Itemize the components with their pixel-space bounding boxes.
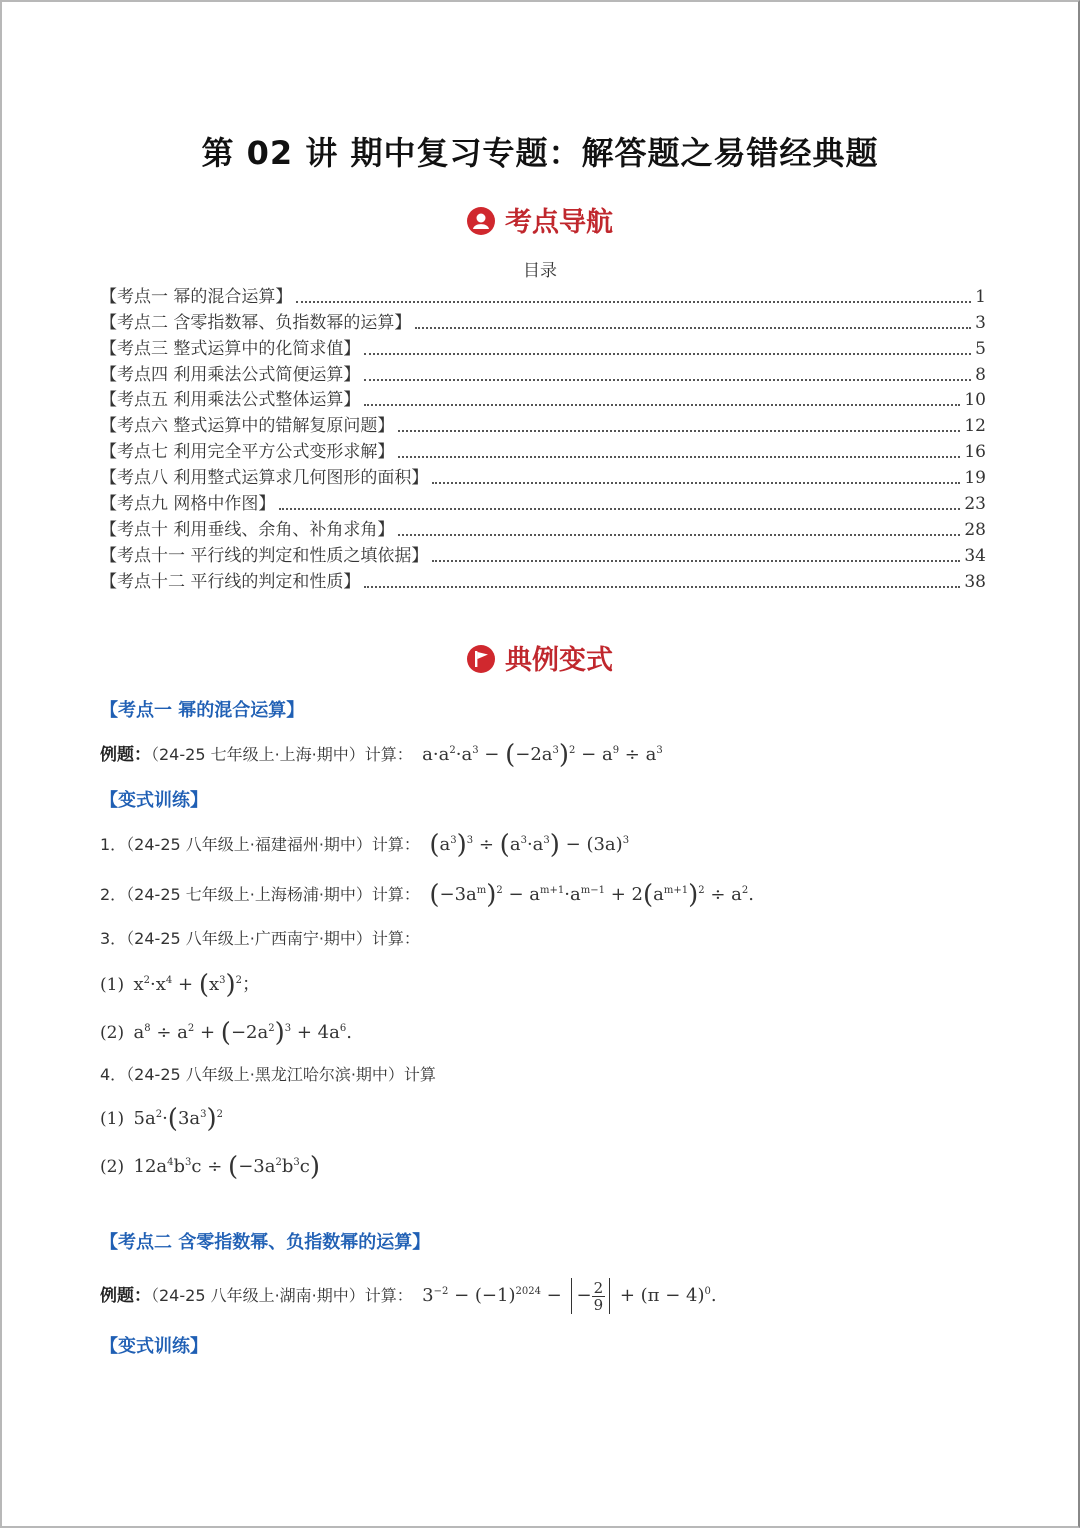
toc-leader	[279, 508, 960, 510]
math-expression: $12a^4b^3c \div (-3a^2b^3c)$	[133, 1152, 320, 1182]
question-4	[100, 1062, 436, 1085]
toc-entry-label: 【考点七 利用完全平方公式变形求解】	[100, 442, 395, 463]
part-label: (1)	[100, 975, 125, 995]
toc-entry-page: 28	[964, 519, 986, 540]
math-expression: $a^8 \div a^2 + (-2a^2)^3 + 4a^6$.	[133, 1018, 352, 1048]
toc-entry[interactable]	[100, 567, 986, 593]
toc-entry-page: 10	[964, 390, 986, 411]
flag-icon	[467, 645, 495, 673]
toc-entry-label: 【考点六 整式运算中的错解复原问题】	[100, 416, 395, 437]
toc-entry-label: 【考点五 利用乘法公式整体运算】	[100, 390, 361, 411]
toc-entry[interactable]	[100, 437, 986, 463]
question-3	[100, 926, 420, 949]
toc-leader	[364, 586, 960, 588]
toc-leader	[398, 534, 960, 536]
example-source: （24-25 七年级上·上海·期中）计算：	[151, 745, 413, 764]
section1-heading: 【考点一 幂的混合运算】	[100, 700, 305, 721]
section1-variant-heading: 【变式训练】	[100, 790, 208, 811]
toc-entry[interactable]	[100, 515, 986, 541]
math-expression: $5a^2\cdot(3a^3)^2$	[133, 1104, 224, 1134]
toc-leader	[364, 353, 971, 355]
toc-entry-label: 【考点二 含零指数幂、负指数幂的运算】	[100, 312, 412, 333]
section2-heading: 【考点二 含零指数幂、负指数幂的运算】	[100, 1232, 431, 1253]
person-icon	[467, 207, 495, 235]
toc-entry-label: 【考点四 利用乘法公式简便运算】	[100, 364, 361, 385]
part-label: (2)	[100, 1023, 125, 1043]
question-2	[100, 880, 754, 910]
math-expression: $(-3a^m)^2 - a^{m+1}\cdot a^{m-1} + 2(a^{m+1})^2 \div a^2$.	[429, 880, 754, 910]
toc-leader	[398, 430, 960, 432]
part-label: (2)	[100, 1157, 125, 1177]
examples-heading-text: 典例变式	[505, 645, 613, 676]
toc-entry-label: 【考点三 整式运算中的化简求值】	[100, 338, 361, 359]
question-source: 1．（24-25 八年级上·福建福州·期中）计算：	[100, 835, 420, 854]
math-expression: $a\cdot a^2\cdot a^3 - (-2a^3)^2 - a^9 \div a^3$	[422, 740, 663, 770]
toc-leader	[432, 482, 960, 484]
toc-entry[interactable]	[100, 360, 986, 386]
toc-entry-page: 8	[975, 364, 986, 385]
toc-entry-label: 【考点十二 平行线的判定和性质】	[100, 571, 361, 592]
example-source: （24-25 八年级上·湖南·期中）计算：	[151, 1286, 413, 1305]
toc-entry-label: 【考点十一 平行线的判定和性质之填依据】	[100, 545, 429, 566]
section1-example	[100, 740, 663, 770]
question-3-part-2	[100, 1018, 352, 1048]
toc-entry[interactable]	[100, 541, 986, 567]
example-lead: 例题：	[100, 1286, 151, 1306]
question-source: 3．（24-25 八年级上·广西南宁·期中）计算：	[100, 929, 420, 948]
toc-entry-page: 34	[964, 545, 986, 566]
examples-heading	[0, 638, 1080, 677]
toc-leader	[364, 404, 960, 406]
toc-entry-page: 23	[964, 494, 986, 515]
toc-entry-page: 3	[975, 312, 986, 333]
section2-variant-heading: 【变式训练】	[100, 1336, 208, 1357]
toc-entry[interactable]	[100, 463, 986, 489]
math-expression: $(a^3)^3 \div (a^3\cdot a^3) - (3a)^3$	[429, 830, 630, 860]
toc-leader	[364, 379, 971, 381]
toc-leader	[415, 327, 971, 329]
toc-entry-label: 【考点九 网格中作图】	[100, 494, 276, 515]
example-lead: 例题：	[100, 745, 151, 765]
toc-leader	[296, 301, 971, 303]
math-expression: $3^{-2} - (-1)^{2024}$ − − $\frac{2}{9}$ + $(\pi - 4)^0$.	[422, 1278, 717, 1314]
question-1	[100, 830, 629, 860]
toc-entry-page: 5	[975, 338, 986, 359]
toc-entry-page: 19	[964, 468, 986, 489]
toc-title: 目录	[523, 261, 557, 281]
toc-entry[interactable]	[100, 308, 986, 334]
toc-leader	[432, 560, 960, 562]
toc-entry-page: 12	[964, 416, 986, 437]
toc-entry[interactable]	[100, 386, 986, 412]
toc-entry[interactable]	[100, 334, 986, 360]
section2-example	[100, 1278, 717, 1314]
nav-heading	[0, 200, 1080, 239]
table-of-contents	[100, 282, 986, 593]
question-4-part-1	[100, 1104, 223, 1134]
toc-entry-page: 38	[964, 571, 986, 592]
part-label: (1)	[100, 1109, 125, 1129]
toc-entry-page: 1	[975, 286, 986, 307]
toc-entry[interactable]	[100, 282, 986, 308]
toc-entry[interactable]	[100, 489, 986, 515]
toc-entry-label: 【考点一 幂的混合运算】	[100, 286, 293, 307]
question-source: 2．（24-25 七年级上·上海杨浦·期中）计算：	[100, 885, 420, 904]
question-source: 4．（24-25 八年级上·黑龙江哈尔滨·期中）计算	[100, 1065, 436, 1084]
nav-heading-text: 考点导航	[505, 207, 613, 238]
toc-leader	[398, 456, 960, 458]
toc-entry[interactable]	[100, 411, 986, 437]
toc-entry-label: 【考点十 利用垂线、余角、补角求角】	[100, 519, 395, 540]
toc-entry-page: 16	[964, 442, 986, 463]
page-title: 第 02 讲 期中复习专题：解答题之易错经典题	[201, 134, 879, 172]
math-expression: $x^2\cdot x^4 + (x^3)^2$；	[133, 970, 261, 1000]
question-3-part-1	[100, 970, 260, 1000]
toc-entry-label: 【考点八 利用整式运算求几何图形的面积】	[100, 468, 429, 489]
question-4-part-2	[100, 1152, 320, 1182]
